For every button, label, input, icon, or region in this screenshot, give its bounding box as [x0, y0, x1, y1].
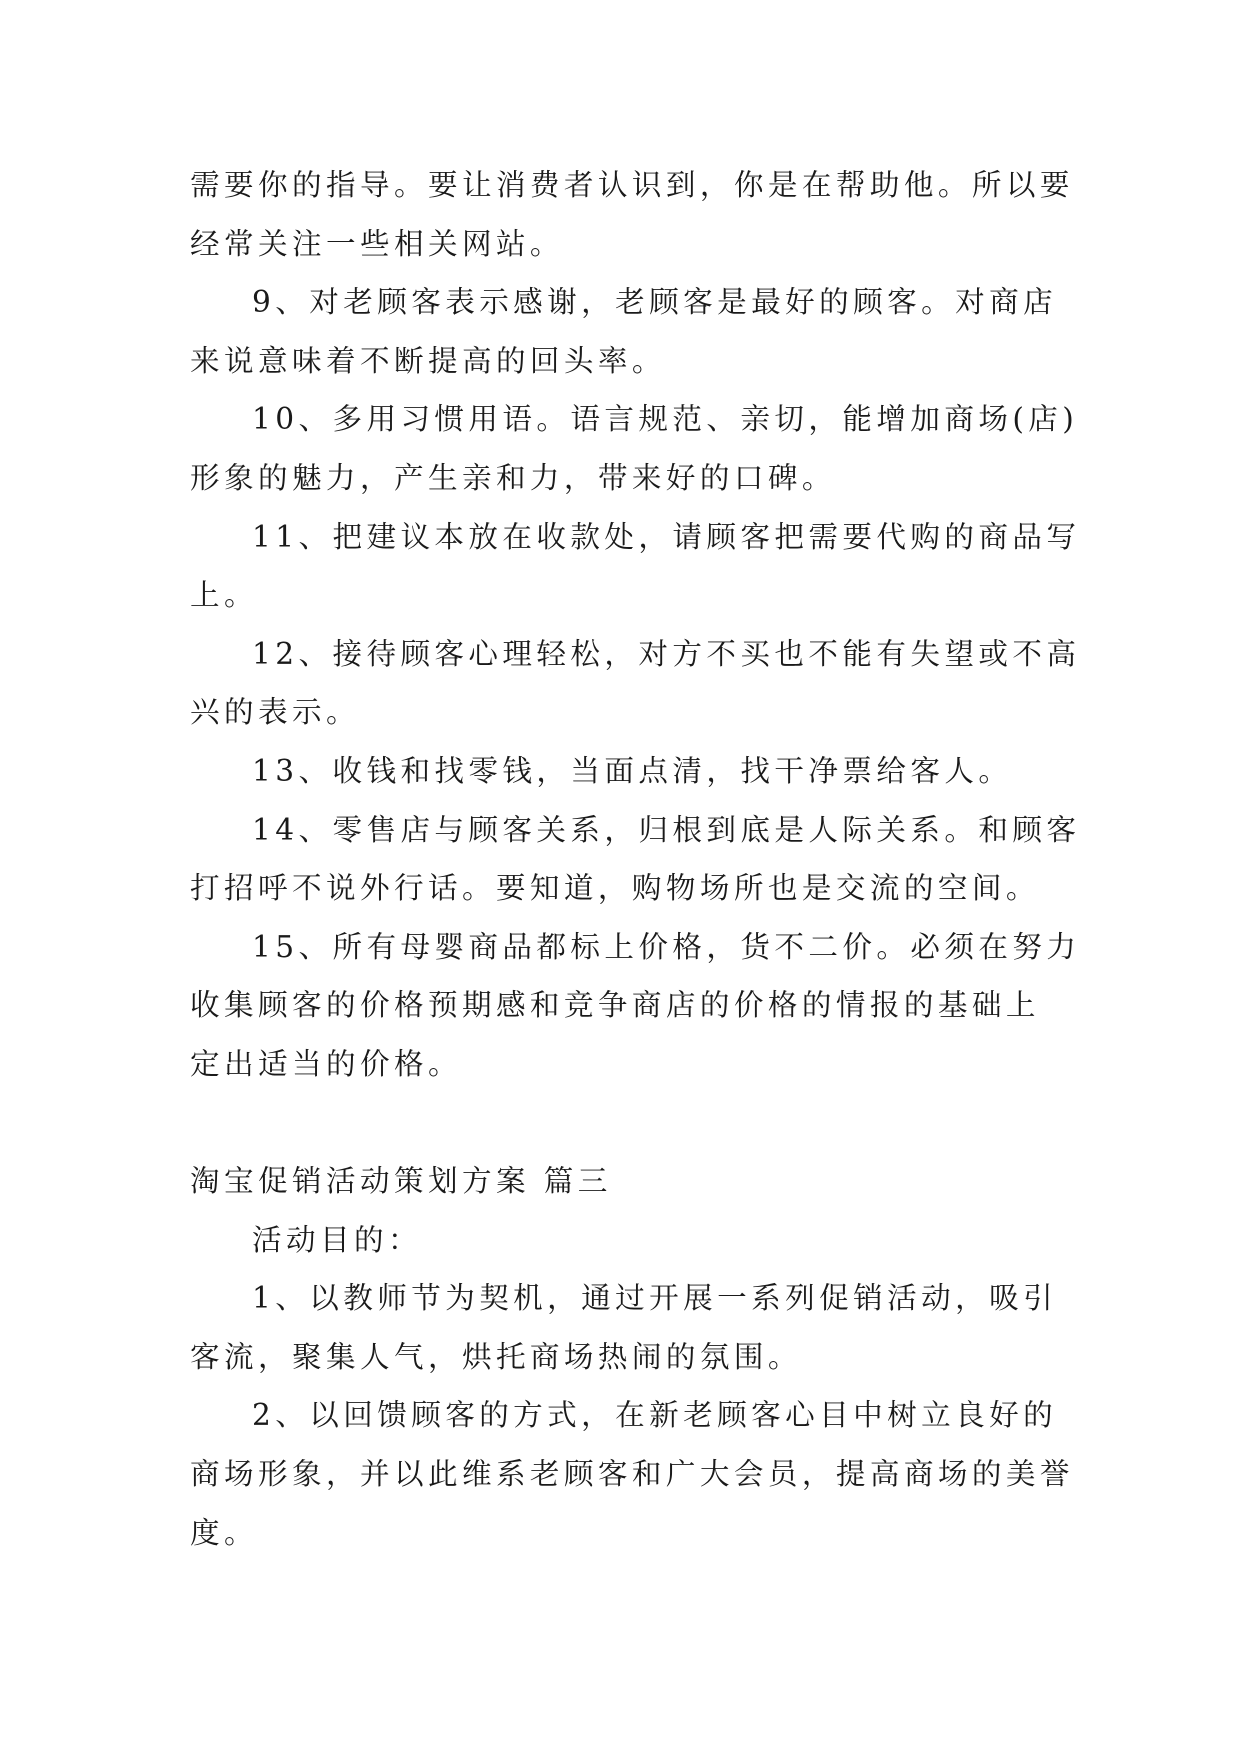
body-line: 形象的魅力，产生亲和力，带来好的口碑。: [190, 460, 836, 495]
body-line: 13、收钱和找零钱，当面点清，找干净票给客人。: [252, 753, 1013, 788]
section-line: 客流，聚集人气，烘托商场热闹的氛围。: [190, 1339, 802, 1374]
section-line: 度。: [190, 1515, 258, 1550]
section-line: 商场形象，并以此维系老顾客和广大会员，提高商场的美誉: [190, 1457, 1074, 1492]
body-line: 兴的表示。: [190, 695, 360, 730]
body-line: 15、所有母婴商品都标上价格，货不二价。必须在努力: [252, 929, 1081, 964]
body-line: 11、把建议本放在收款处，请顾客把需要代购的商品写: [252, 519, 1081, 554]
document-body: [190, 156, 1081, 1562]
section-line: 1、以教师节为契机，通过开展一系列促销活动，吸引: [252, 1281, 1058, 1316]
body-line: 收集顾客的价格预期感和竞争商店的价格的情报的基础上: [190, 988, 1040, 1023]
body-line: 10、多用习惯用语。语言规范、亲切，能增加商场(店): [252, 402, 1079, 437]
body-line: 定出适当的价格。: [190, 1046, 462, 1081]
section-line: 2、以回馈顾客的方式，在新老顾客心目中树立良好的: [252, 1398, 1058, 1433]
body-line: 上。: [190, 578, 258, 613]
body-line: 14、零售店与顾客关系，归根到底是人际关系。和顾客: [252, 812, 1081, 847]
section-title: 淘宝促销活动策划方案 篇三: [190, 1164, 612, 1199]
body-line: 需要你的指导。要让消费者认识到，你是在帮助他。所以要: [190, 168, 1074, 202]
body-line: 打招呼不说外行话。要知道，购物场所也是交流的空间。: [190, 871, 1040, 906]
body-line: 12、接待顾客心理轻松，对方不买也不能有失望或不高: [252, 636, 1081, 671]
body-line: 经常关注一些相关网站。: [190, 226, 564, 261]
body-line: 9、对老顾客表示感谢，老顾客是最好的顾客。对商店: [252, 285, 1058, 320]
section-line: 活动目的：: [252, 1222, 422, 1257]
body-line: 来说意味着不断提高的回头率。: [190, 343, 666, 378]
